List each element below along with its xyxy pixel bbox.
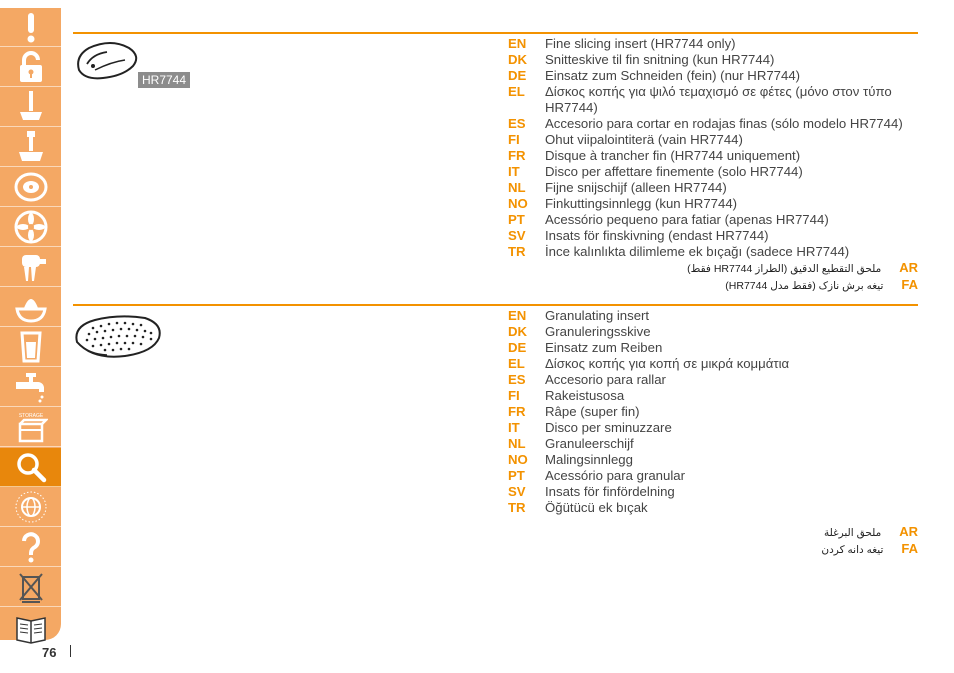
lang-code: ES [508,372,526,387]
translation-row [508,68,928,84]
lang-code: FA [901,277,918,292]
translation-row [508,308,928,324]
translation-row [508,228,928,244]
section2-translations [508,308,928,558]
question-icon[interactable] [0,528,61,567]
translation-text: Fijne snijschijf (alleen HR7744) [545,180,727,195]
translation-text: Fine slicing insert (HR7744 only) [545,36,736,51]
lang-code: IT [508,420,520,435]
lang-code: DK [508,324,528,339]
translation-text: Râpe (super fin) [545,404,640,419]
lang-code: FR [508,148,526,163]
meat-grinder-icon[interactable] [0,248,61,287]
translation-text: Acessório pequeno para fatiar (apenas HR7744) [545,212,829,227]
translation-row [508,36,928,52]
translation-row [508,52,928,68]
lang-code: FR [508,404,526,419]
translation-text: Granuleerschijf [545,436,634,451]
lang-code: FI [508,132,520,147]
translation-text: Ohut viipalointiterä (vain HR7744) [545,132,743,147]
lang-code: EL [508,356,525,371]
translation-row [508,116,928,132]
translation-text: Granulating insert [545,308,650,323]
translation-text: Rakeistusosa [545,388,625,403]
translation-text: Δίσκος κοπής για ψιλό τεμαχισμό σε φέτες (μόνο στον τύπο HR7744) [545,84,892,115]
translation-row [508,148,928,164]
lang-code: NL [508,180,526,195]
lang-code: PT [508,212,525,227]
lang-code: AR [899,524,918,539]
magnifier-icon[interactable] [0,448,61,487]
lang-code: TR [508,244,526,259]
translation-row [508,196,928,212]
translation-row [508,388,928,404]
lang-code: SV [508,484,526,499]
storage-box-icon[interactable] [0,408,61,447]
section-divider-top [73,32,918,34]
translation-text: Disque à trancher fin (HR7744 uniquement) [545,148,801,163]
translation-text: Einsatz zum Reiben [545,340,663,355]
translation-text: Finkuttingsinnlegg (kun HR7744) [545,196,738,211]
translation-text: Δίσκος κοπής για κοπή σε μικρά κομμάτια [545,356,790,371]
translation-text: Granuleringsskive [545,324,651,339]
translation-row [508,468,928,484]
padlock-icon[interactable] [0,48,61,87]
tap-icon[interactable] [0,368,61,407]
translation-row [508,436,928,452]
lang-code: DK [508,52,528,67]
lang-code: NO [508,196,528,211]
disc-icon[interactable] [0,168,61,207]
translation-text: Insats för finskivning (endast HR7744) [545,228,769,243]
translation-row-rtl [508,541,918,558]
translation-row [508,244,928,260]
translation-row-rtl [508,524,918,541]
lang-code: EL [508,84,525,99]
world-guarantee-icon[interactable] [0,488,61,527]
disposal-icon[interactable] [0,568,61,607]
translation-text: Snitteskive til fin snitning (kun HR7744) [545,52,775,67]
jug-icon[interactable] [0,328,61,367]
translation-text: تیغه دانه کردن [821,544,884,556]
page-number-divider [70,645,71,657]
translation-text: Accesorio para rallar [545,372,666,387]
blender-icon[interactable] [0,88,61,127]
section1-translations [508,36,928,294]
translation-text: Acessório para granular [545,468,686,483]
lang-code: EN [508,308,527,323]
translation-row-rtl [508,277,918,294]
translation-text: Disco per sminuzzare [545,420,672,435]
storage-label: STORAGE [18,413,43,419]
translation-row [508,324,928,340]
sidebar [0,8,61,640]
lang-code: NL [508,436,526,451]
translation-row [508,372,928,388]
translation-text: تیغه برش نازک (فقط مدل HR7744) [725,280,884,292]
translation-row [508,356,928,372]
lang-code: IT [508,164,520,179]
lang-code: SV [508,228,526,243]
translation-row [508,404,928,420]
lang-code: PT [508,468,525,483]
manual-icon[interactable] [0,608,61,646]
section-divider-middle [73,304,918,306]
translation-text: Öğütücü ek bıçak [545,500,648,515]
page-number: 76 [42,645,57,660]
translation-text: Insats för finfördelning [545,484,675,499]
lang-code: DE [508,340,527,355]
model-tag: HR7744 [138,72,190,88]
lang-code: FI [508,388,520,403]
translation-row [508,164,928,180]
translation-row [508,84,928,116]
translation-row [508,484,928,500]
lang-code: DE [508,68,527,83]
citrus-press-icon[interactable] [0,288,61,327]
translation-text: ملحق التقطيع الدقيق (الطراز HR7744 فقط) [687,263,882,275]
mixer-icon[interactable] [0,128,61,167]
translation-row [508,180,928,196]
translation-row [508,212,928,228]
translation-text: Accesorio para cortar en rodajas finas (sólo modelo HR7744) [545,116,903,131]
lang-code: AR [899,260,918,275]
fine-slicing-insert-image [73,40,143,87]
translation-row [508,500,928,516]
translation-row [508,340,928,356]
translation-text: Malingsinnlegg [545,452,633,467]
translation-row [508,452,928,468]
lang-code: NO [508,452,528,467]
translation-text: Disco per affettare finemente (solo HR7744) [545,164,803,179]
translation-text: İnce kalınlıkta dilimleme ek bıçağı (sadece HR7744) [545,244,850,259]
translation-row [508,420,928,436]
lang-code: TR [508,500,526,515]
granulating-insert-image [73,312,165,367]
translation-row-rtl [508,260,918,277]
translation-text: ملحق البرغلة [823,527,882,539]
warning-icon[interactable] [0,8,61,47]
lang-code: EN [508,36,527,51]
lang-code: FA [901,541,918,556]
translation-row [508,132,928,148]
translation-text: Einsatz zum Schneiden (fein) (nur HR7744) [545,68,801,83]
flower-disc-icon[interactable] [0,208,61,247]
lang-code: ES [508,116,526,131]
